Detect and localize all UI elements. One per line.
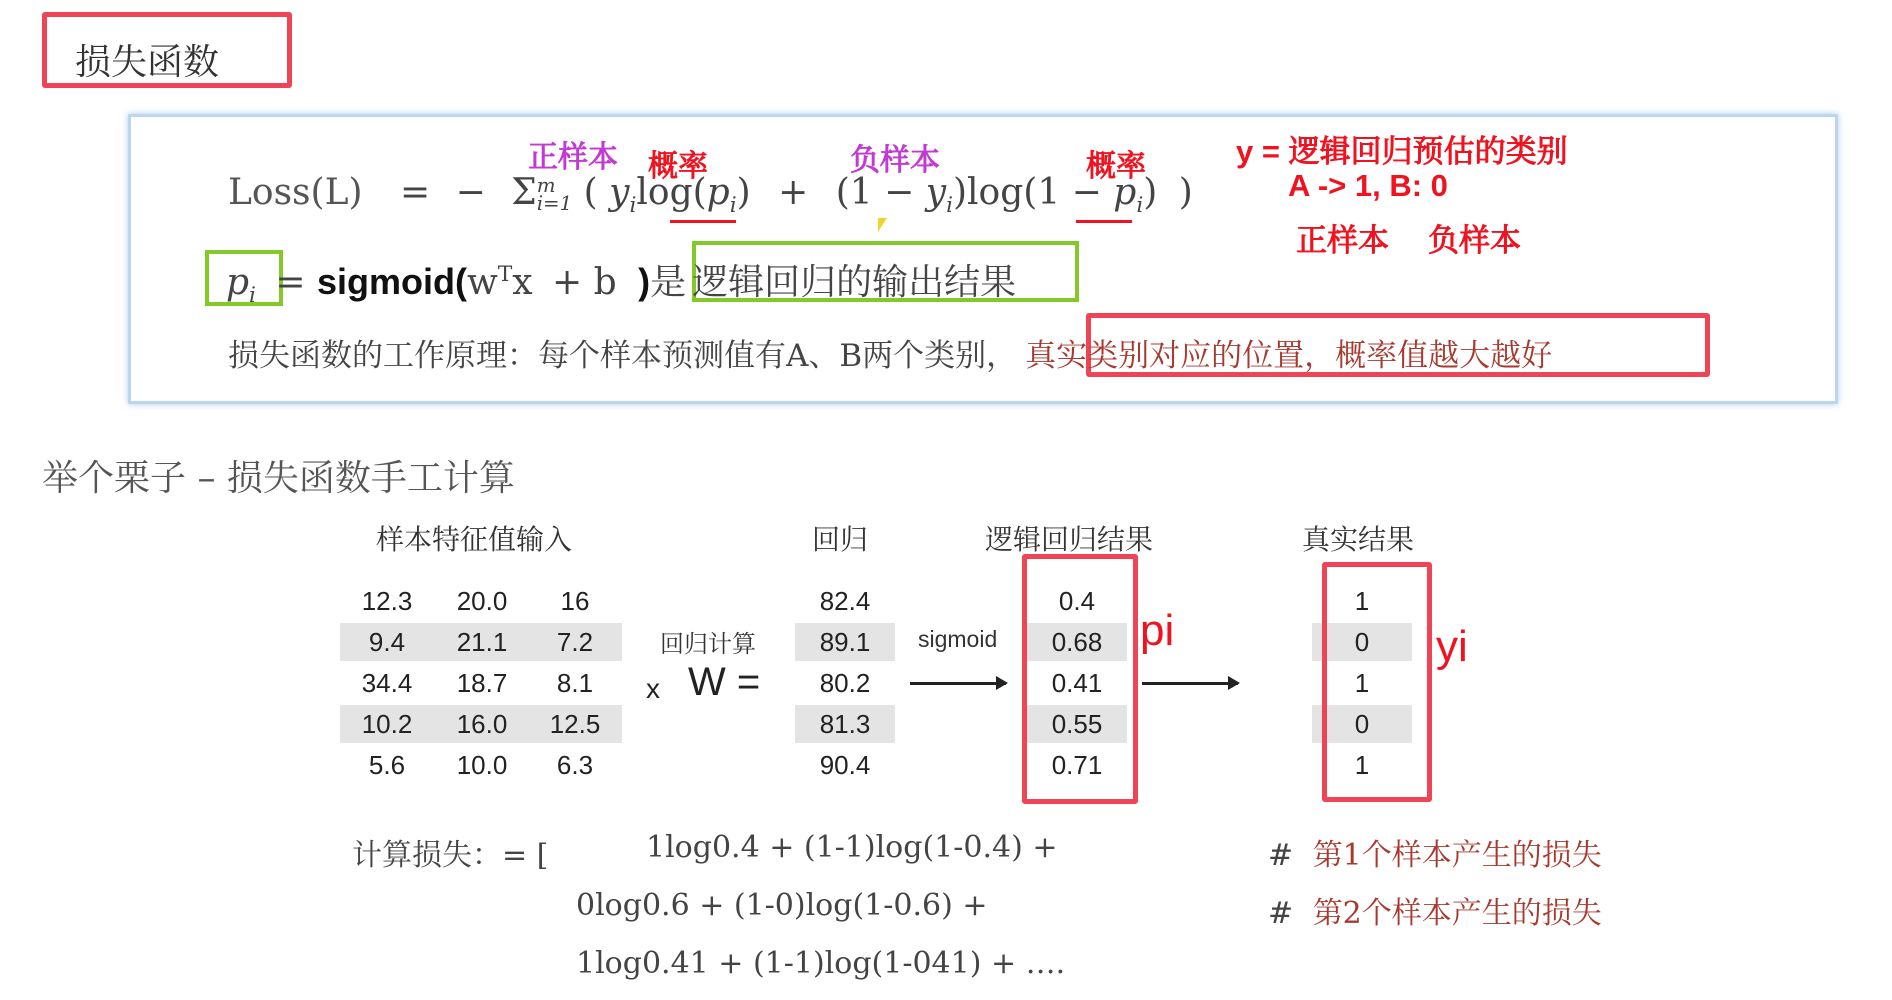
loss-close: ) (1178, 172, 1193, 213)
times-symbol: x (646, 673, 660, 704)
calculation-label: 计算损失：= [ (352, 838, 549, 873)
term1-y-sub: i (629, 193, 637, 219)
y-definition: y = 逻辑回归预估的类别 (1236, 134, 1568, 169)
principle-line (228, 330, 1552, 375)
negative-label: 负样本 (1428, 223, 1521, 258)
feature-cell: 10.2 (361, 709, 413, 739)
principle-prefix: 损失函数的工作原理：每个样本预测值有A、B两个类别， (228, 338, 1018, 374)
term2-paren-close: ) (1143, 172, 1158, 213)
regression-value: 80.2 (819, 668, 871, 698)
underline-pi-1 (670, 220, 736, 223)
feature-cell: 16.0 (456, 709, 508, 739)
negative-sample-annotation: 负样本 (850, 144, 940, 177)
term2-p: p (1113, 172, 1137, 213)
term2-y-sub: i (946, 193, 953, 219)
feature-cell: 10.0 (456, 750, 508, 780)
regression-value: 82.4 (819, 586, 871, 616)
true-value: 0 (1354, 709, 1370, 739)
loss-plus: + (778, 172, 809, 213)
feature-cell: 12.5 (549, 709, 601, 739)
probability-annotation-1: 概率 (648, 150, 708, 183)
w-equals: W = (688, 660, 761, 704)
term1-y: y (609, 172, 630, 213)
regression-calc-label: 回归计算 (660, 630, 756, 658)
header-features: 样本特征值输入 (376, 523, 573, 556)
feature-cell: 5.6 (368, 750, 406, 780)
lr-value: 0.41 (1051, 668, 1103, 698)
regression-value: 89.1 (819, 627, 871, 657)
regression-value: 81.3 (819, 709, 871, 739)
sigmoid-plus-b: + b (552, 262, 617, 303)
feature-cell: 20.0 (456, 586, 508, 616)
comment-1-hash: # (1268, 838, 1294, 873)
regression-value: 90.4 (819, 750, 871, 780)
term1-p-sub: i (729, 193, 737, 219)
sigma-symbol: Σ (511, 172, 537, 213)
feature-cell: 7.2 (556, 627, 594, 657)
sigmoid-w-sup: T (497, 262, 513, 287)
term1-p: p (706, 172, 730, 213)
header-lr-result: 逻辑回归结果 (985, 523, 1154, 556)
header-true-result: 真实结果 (1302, 523, 1415, 556)
calculation-line-1: 1log0.4 + (1-1)log(1-0.4) + (646, 830, 1058, 865)
principle-highlight: 真实类别对应的位置，概率值越大越好 (1025, 338, 1553, 374)
term2-one: (1 − (835, 172, 926, 213)
calculation-line-3: 1log0.41 + (1-1)log(1-041) + …. (576, 946, 1066, 981)
comment-2-text: 第2个样本产生的损失 (1312, 896, 1602, 931)
true-value: 1 (1354, 750, 1370, 780)
lr-value: 0.4 (1058, 586, 1096, 616)
sigmoid-text: sigmoid( (317, 261, 468, 302)
sigma-sup: m (536, 174, 556, 198)
sigmoid-arrow (910, 682, 1006, 685)
sigmoid-label: sigmoid (918, 626, 998, 652)
feature-cell: 34.4 (361, 668, 413, 698)
true-value: 1 (1354, 668, 1370, 698)
feature-cell: 21.1 (456, 627, 508, 657)
term2-log: )log (953, 172, 1024, 213)
comment-2-hash: # (1268, 896, 1294, 931)
sigmoid-x: x (512, 262, 533, 303)
loss-minus: − (455, 172, 486, 213)
true-value: 0 (1354, 627, 1370, 657)
sigmoid-close: ) (638, 261, 651, 302)
sigmoid-is: 是 (650, 262, 687, 303)
lr-value: 0.55 (1051, 709, 1103, 739)
class-mapping: A -> 1, B: 0 (1288, 168, 1448, 203)
feature-cell: 6.3 (556, 750, 594, 780)
term1-log: log (636, 172, 693, 213)
loss-lhs: Loss(L) (228, 172, 363, 213)
sigmoid-result-text: 逻辑回归的输出结果 (692, 262, 1017, 303)
calculation-comment-2 (1268, 888, 1602, 932)
feature-cell: 16 (560, 586, 590, 616)
sigmoid-p: p (226, 262, 250, 303)
loss-eq: = (399, 172, 431, 213)
comment-1-text: 第1个样本产生的损失 (1312, 838, 1602, 873)
mouse-cursor-icon (878, 218, 887, 232)
example-heading: 举个栗子 – 损失函数手工计算 (42, 458, 515, 499)
term2-y: y (925, 172, 947, 213)
sigmoid-w: w (467, 262, 498, 303)
positive-sample-annotation: 正样本 (528, 141, 618, 174)
sigma-sub: i=1 (536, 192, 573, 215)
term2-paren-open: (1 − (1023, 172, 1102, 213)
yi-label: yi (1436, 622, 1468, 671)
true-value: 1 (1354, 586, 1370, 616)
sigmoid-eq: = (275, 262, 306, 303)
result-arrow (1142, 682, 1238, 685)
term2-p-sub: i (1136, 193, 1144, 219)
calculation-line-2: 0log0.6 + (1-0)log(1-0.6) + (576, 888, 988, 923)
positive-label: 正样本 (1296, 223, 1389, 258)
sigmoid-definition (226, 254, 1016, 308)
feature-cell: 18.7 (456, 668, 508, 698)
loss-formula: Loss(L) = − Σ m i=1 ( $y_i\log(p_i) + (1 - y_i)\log(1 - p_i)$ ) (228, 172, 1193, 219)
feature-cell: 9.4 (368, 627, 406, 657)
sigmoid-p-sub: i (249, 283, 256, 309)
calculation-comment-1 (1268, 830, 1602, 874)
underline-pi-2 (1076, 220, 1132, 223)
lr-value: 0.68 (1051, 627, 1103, 657)
header-regression: 回归 (812, 523, 869, 556)
page-title: 损失函数 (75, 42, 220, 83)
feature-cell: 12.3 (361, 586, 413, 616)
feature-cell: 8.1 (556, 668, 594, 698)
probability-annotation-2: 概率 (1086, 150, 1146, 183)
lr-value: 0.71 (1051, 750, 1103, 780)
pi-label: pi (1140, 606, 1175, 655)
